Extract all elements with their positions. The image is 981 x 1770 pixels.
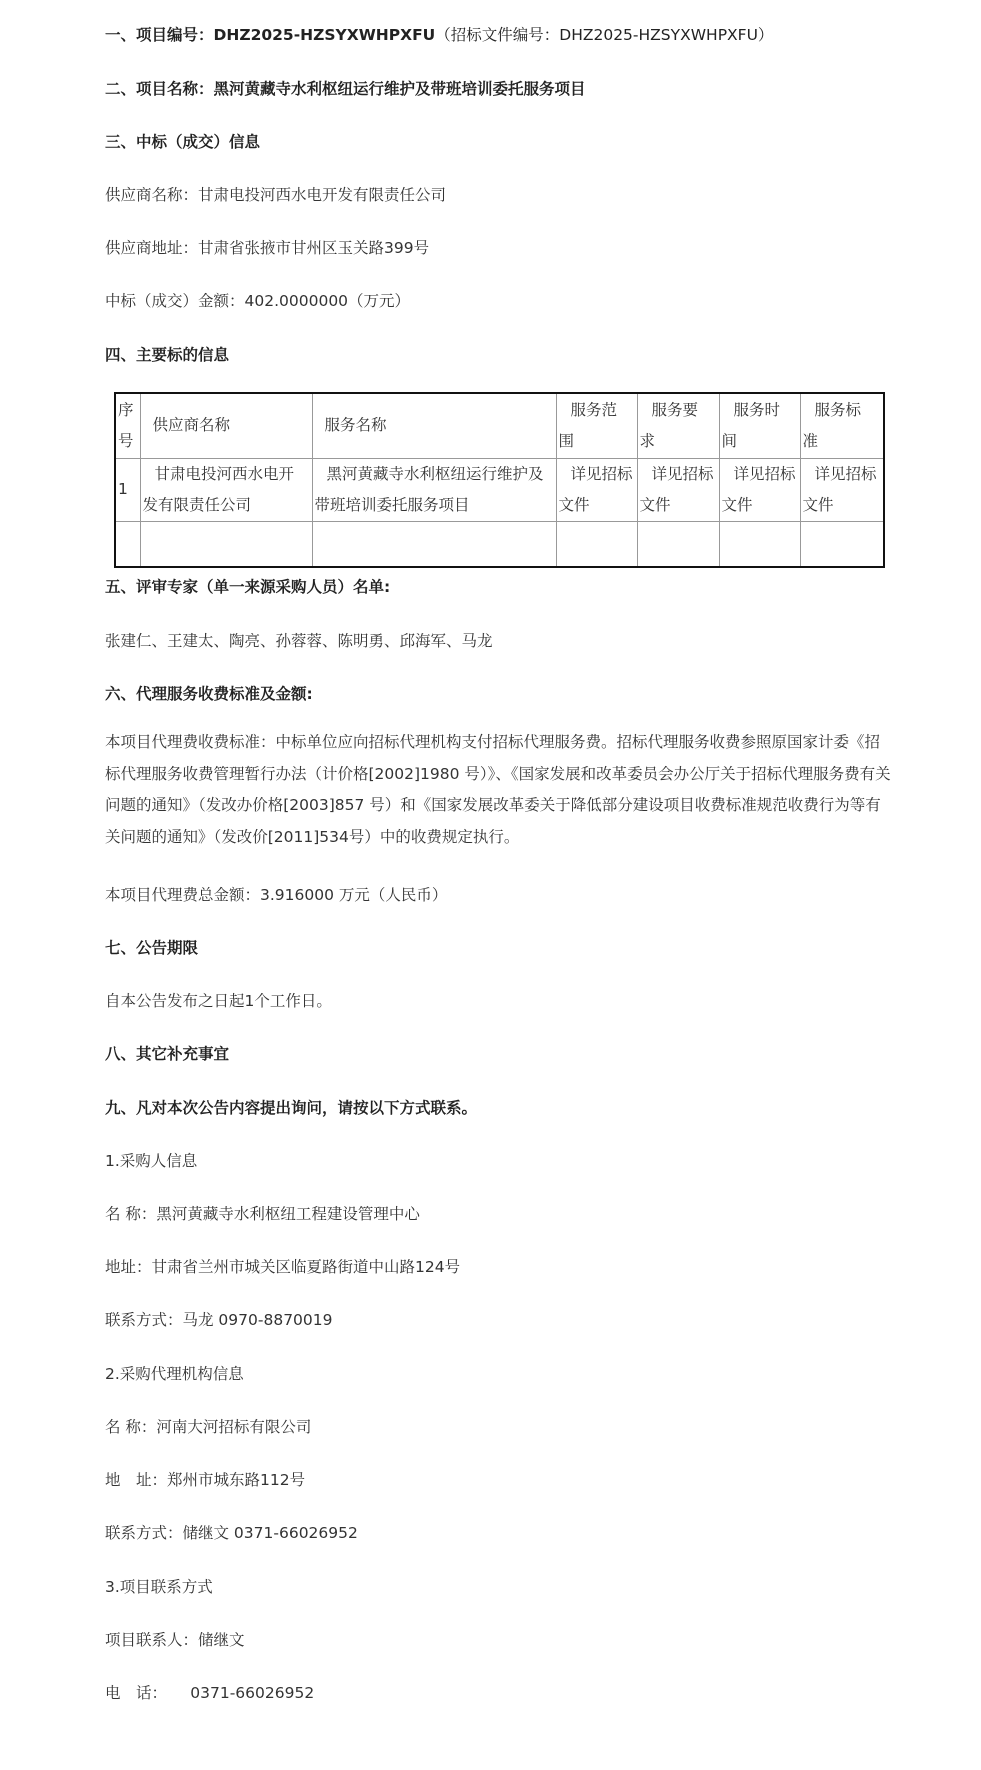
project-contact-phone: 电 话： 0371-66026952 xyxy=(105,1684,315,1702)
supplier-name: 供应商名称：甘肃电投河西水电开发有限责任公司 xyxy=(105,186,447,204)
table-header-row xyxy=(116,394,883,458)
agency-name: 名 称：河南大河招标有限公司 xyxy=(105,1418,312,1436)
cell-requirement: 详见招标 文件 xyxy=(637,458,719,521)
header-scope: 服务范 围 xyxy=(556,394,637,458)
section-4-heading: 四、主要标的信息 xyxy=(105,346,230,364)
table-empty-row xyxy=(116,521,883,566)
award-amount: 中标（成交）金额：402.0000000（万元） xyxy=(105,292,411,310)
notice-period: 自本公告发布之日起1个工作日。 xyxy=(105,992,332,1010)
agency-title: 2.采购代理机构信息 xyxy=(105,1365,244,1383)
agency-address: 地 址：郑州市城东路112号 xyxy=(105,1471,306,1489)
section-3-heading: 三、中标（成交）信息 xyxy=(105,133,261,151)
section-9-heading: 九、凡对本次公告内容提出询问，请按以下方式联系。 xyxy=(105,1099,478,1117)
section-7-heading: 七、公告期限 xyxy=(105,939,199,957)
cell-no: 1 xyxy=(116,458,140,521)
project-contact-person: 项目联系人：储继文 xyxy=(105,1631,245,1649)
project-number: 一、项目编号：DHZ2025-HZSYXWHPXFU xyxy=(105,26,436,44)
header-requirement: 服务要 求 xyxy=(637,394,719,458)
section-2-heading: 二、项目名称：黑河黄藏寺水利枢纽运行维护及带班培训委托服务项目 xyxy=(105,80,586,98)
header-supplier: 供应商名称 xyxy=(140,394,312,458)
table-row xyxy=(116,458,883,521)
section-5-heading: 五、评审专家（单一来源采购人员）名单: xyxy=(105,578,391,596)
supplier-address: 供应商地址：甘肃省张掖市甘州区玉关路399号 xyxy=(105,239,430,257)
cell-standard: 详见招标 文件 xyxy=(800,458,883,521)
header-time: 服务时 间 xyxy=(719,394,800,458)
section-1-heading xyxy=(105,24,773,46)
cell-scope: 详见招标 文件 xyxy=(556,458,637,521)
project-contact-title: 3.项目联系方式 xyxy=(105,1578,213,1596)
expert-list: 张建仁、王建太、陶亮、孙蓉蓉、陈明勇、邱海军、马龙 xyxy=(105,632,493,650)
header-standard: 服务标 准 xyxy=(800,394,883,458)
cell-service: 黑河黄藏寺水利枢纽运行维护及 带班培训委托服务项目 xyxy=(312,458,556,521)
purchaser-title: 1.采购人信息 xyxy=(105,1152,198,1170)
header-service: 服务名称 xyxy=(312,394,556,458)
section-8-heading: 八、其它补充事宜 xyxy=(105,1045,230,1063)
purchaser-address: 地址：甘肃省兰州市城关区临夏路街道中山路124号 xyxy=(105,1258,461,1276)
purchaser-name: 名 称：黑河黄藏寺水利枢纽工程建设管理中心 xyxy=(105,1205,420,1223)
section-6-heading: 六、代理服务收费标准及金额: xyxy=(105,685,313,703)
main-subject-table xyxy=(114,392,885,568)
purchaser-contact: 联系方式：马龙 0970-8870019 xyxy=(105,1311,333,1329)
fee-total: 本项目代理费总金额：3.916000 万元（人民币） xyxy=(105,886,448,904)
fee-standard-paragraph: 本项目代理费收费标准：中标单位应向招标代理机构支付招标代理服务费。招标代理服务收费参照原国家计委《招标代理服务收费管理暂行办法（计价格[2002]1980 号）》、《国家发展和改革委员会办公厅关于招标代理服务费有关问题的通知》（发改办价格[2003]857 号）和《国家发展改革委关于降低部分建设项目收费标准规范收费行为等有关问题的通知》（发改价[2011]534号）中的收费规定执行。 xyxy=(105,733,891,846)
agency-contact: 联系方式：储继文 0371-66026952 xyxy=(105,1524,358,1542)
header-no: 序 号 xyxy=(116,394,140,458)
cell-time: 详见招标 文件 xyxy=(719,458,800,521)
tender-doc-number: （招标文件编号：DHZ2025-HZSYXWHPXFU） xyxy=(435,26,774,44)
cell-supplier: 甘肃电投河西水电开 发有限责任公司 xyxy=(140,458,312,521)
